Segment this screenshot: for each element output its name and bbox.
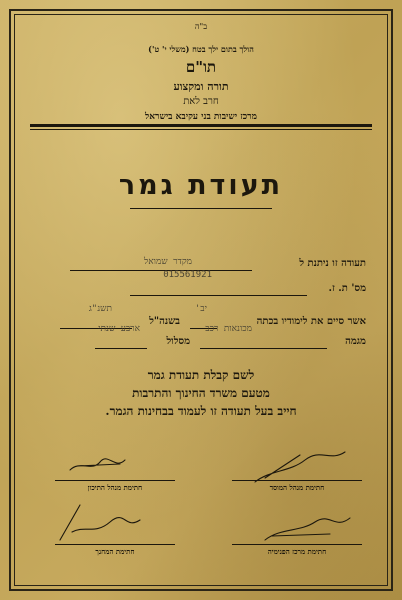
org-subtitle: תורה ומקצוע <box>173 80 229 93</box>
signature-mark-boarding-center <box>265 518 350 540</box>
org-network: מרכז ישיבות בני עקיבא בישראל <box>145 112 257 122</box>
statement-line-2: מטעם משרד החינוך והתרבות <box>132 386 270 400</box>
certificate-title: תעודת גמר <box>118 170 284 201</box>
given-to-value: מקדר שמואל <box>144 257 192 267</box>
secondary-head-label: חתימת מנהל התיכון <box>87 483 143 492</box>
id-value: 015561921 <box>163 270 212 280</box>
institution-head-label: חתימת מנהל המוסד <box>269 483 325 492</box>
bsd-mark: ב"ה <box>194 22 208 31</box>
signature-mark-secondary-head <box>70 459 125 470</box>
statement-line-1: לשם קבלת תעודת גמר <box>147 368 255 382</box>
institution-head-sign-line <box>232 480 362 481</box>
boarding-center-label: חתימת מרכז הפנימיה <box>267 547 327 556</box>
given-to-label: תעודה זו ניתנת ל <box>299 258 366 269</box>
org-name: תו"ם <box>185 58 217 76</box>
grade-value: יב' <box>194 304 207 314</box>
boarding-center-sign-line <box>232 544 362 545</box>
completed-label: אשר סיים את לימודיו בכתה <box>256 316 366 327</box>
track-value: ארבע שנתי <box>98 324 140 334</box>
track-label: מסלול <box>166 336 190 347</box>
org-location: חרב לאת <box>183 96 219 107</box>
statement-line-3: חייב בעל תעודה זו לעמוד בבחינות הגמר. <box>105 404 297 418</box>
educator-sign-line <box>55 544 175 545</box>
signature-mark-educator <box>60 505 140 540</box>
signature-mark-institution-head <box>255 452 345 482</box>
major-value: מכונאות רכב <box>205 324 252 334</box>
header-verse: הולך בתום ילך בטח (משלי י' ט') <box>148 44 254 54</box>
secondary-head-sign-line <box>55 480 175 481</box>
year-label: בשנה"ל <box>149 316 180 327</box>
id-label: מס' ת. ז. <box>328 283 366 294</box>
educator-label: חתימת המחנך <box>95 547 135 556</box>
major-label: מגמה <box>345 336 366 347</box>
year-value: תשנ"ג <box>88 304 112 314</box>
